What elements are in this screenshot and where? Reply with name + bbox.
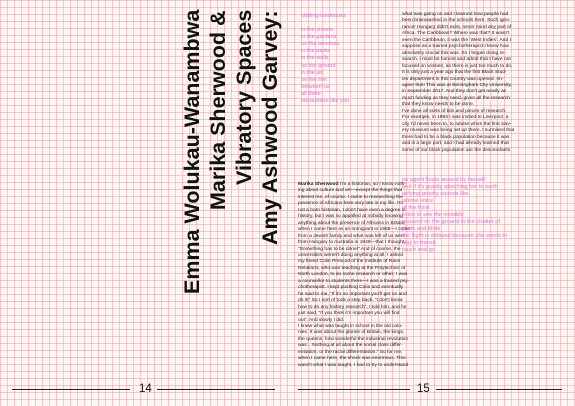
body-line: not a born historian, I don't have even a degree in xyxy=(298,207,406,213)
poem-line: listen to see the invisible xyxy=(402,212,464,219)
body-line: For example, in 1993 I was invited to Liverpool, a xyxy=(402,115,509,121)
body-line: “Something has to be done!” And of course, the xyxy=(298,246,401,252)
body-line: he said to me, “If it's so important you'll get on and xyxy=(298,291,407,297)
poem-line: in the walls xyxy=(301,55,329,62)
body-line: there had to be a black population because it was xyxy=(402,134,510,140)
poem-line: in the air xyxy=(301,69,323,76)
poem-line: whose voice xyxy=(402,198,434,205)
body-line: when I came here, the shock was enormous. This xyxy=(298,356,406,362)
poem-line: pilots and birds xyxy=(402,226,441,233)
poem-line: the flight is delayed because she wants to xyxy=(402,233,508,240)
body-line: rance! Hungary didn't exist, never mind any part of xyxy=(402,24,512,30)
body-line: ery museum was being set up there. I surmised that xyxy=(402,128,515,134)
body-line: just said, “If you think it's important you will find xyxy=(298,311,400,317)
body-line: wasn't what I was taught. I had to try to understand xyxy=(298,362,409,368)
title-line: Emma Wolukau-Wanambwa xyxy=(180,10,204,295)
body-line: interest me, of course. I came to researching the xyxy=(298,194,403,200)
body-line: been brainwashed in the schools here. Such igno- xyxy=(402,18,511,24)
body-line: how to do any history research”, I told him, and he xyxy=(298,304,407,310)
body-line: focused on women, as there is just too much to do. xyxy=(402,63,513,69)
poem-top xyxy=(301,13,406,105)
body-line: universities weren't doing anything at all. I asked xyxy=(298,252,403,258)
body-line: that they know needs to be done. xyxy=(402,102,475,108)
poem-line: in the parks xyxy=(301,48,330,55)
body-line: entiation, or the racial differentiation.” So for me, xyxy=(298,349,403,355)
poem-line: in the streets xyxy=(301,27,334,34)
title-line: Marika Sherwood & xyxy=(206,10,230,210)
poem-line: at the front xyxy=(402,205,430,212)
body-line: what was going on and I learned how people had xyxy=(402,12,509,17)
body-line: absolutely crucial this was. So I began doing re- xyxy=(402,50,506,56)
body-line: It is only just a year ago that the first Black Stud- xyxy=(402,70,507,76)
poem-line: no agent floats around by herself xyxy=(402,177,485,183)
footer-rule-left xyxy=(12,389,130,390)
body-line: much funding as they need, given all the research xyxy=(402,95,510,101)
body-line: I've done all sorts of bits and pieces of research. xyxy=(402,108,507,114)
body-line: my friend Colin Prescod of the Institute of Race xyxy=(298,259,401,265)
body-line: anything about the presence of Africans in Britain, xyxy=(298,220,406,226)
body-line: nies. It was about the glories of Britain, the kings, xyxy=(298,330,405,336)
poem-line: stay in transit xyxy=(402,240,436,247)
body-column-left xyxy=(298,182,410,369)
page-number-right: 15 xyxy=(417,383,430,395)
poem-line: all there xyxy=(301,90,321,97)
poem-line: in the gardens xyxy=(301,34,337,41)
body-line: I knew what was taught in school in the old colo- xyxy=(298,323,403,329)
body-line: ies department in this country was opened. Im- xyxy=(402,76,504,82)
poem-line: shifting landmarks xyxy=(301,13,347,19)
body-line: a counsellor to students there—I was a trained psy- xyxy=(298,278,410,284)
body-line: ing about culture and art—except the things that xyxy=(298,188,403,194)
body-line: even the Caribbean, it was the ‘West Indies’. And I xyxy=(402,37,511,43)
title-line: Vibratory Spaces xyxy=(232,10,256,186)
body-line: Africa. The Caribbean? Where was that? It wasn't xyxy=(402,31,510,37)
body-line: Marika Sherwood I'm a historian, so I know noth- xyxy=(298,182,407,187)
page-number-left: 14 xyxy=(139,383,152,395)
footer-rule-right-right xyxy=(436,389,562,390)
body-line: when I came here as an immigrant in 1965—I come xyxy=(298,227,410,233)
body-line: history, but I was so appalled at nobody knowing xyxy=(298,214,403,220)
body-line: city I'd never been to, to advise when the first slav- xyxy=(402,121,512,127)
body-line: presence of Africans here very late in my life. I'm xyxy=(298,201,404,207)
body-line: the queens, how wonderful the industrial revolution xyxy=(298,336,409,342)
poem-line: touch and go xyxy=(402,247,435,254)
body-line: search. I must be honest and admit that I have not xyxy=(402,57,511,63)
body-line: Relations, who was teaching at the Polytechnic of xyxy=(298,265,406,271)
title-line: Amy Ashwood Garvey: xyxy=(258,10,282,245)
body-line: from a Jewish family and what was left of us went xyxy=(298,233,406,239)
page-gutter xyxy=(287,0,288,406)
footer-rule-right xyxy=(298,389,410,390)
poem-line: on the benches xyxy=(301,41,340,48)
body-line: and is a large port, and I had already learned that xyxy=(402,141,509,147)
body-line: North London, to do some research or other; I was xyxy=(298,272,408,278)
poem-line: between us xyxy=(301,83,330,90)
poem-line: defying gravity sounds like xyxy=(402,191,469,198)
article-title xyxy=(182,10,282,370)
body-line: do it!” So I sort of took a step back. “I don't know xyxy=(298,298,403,304)
body-line: some of our black population are the descendants xyxy=(402,147,511,153)
footer-rule-left-right xyxy=(157,389,275,390)
body-line: from Hungary to Australia in 1948—that I thought, xyxy=(298,240,406,246)
poem-line: encounters like you xyxy=(301,98,350,105)
body-line: suppose as a trained psychotherapist I knew how xyxy=(402,44,509,50)
poem-line: resound on the ground in the chatter of xyxy=(402,219,501,226)
poem-line: on the ground xyxy=(301,62,336,69)
poem-line: and if it's gravity attaching her to earth xyxy=(402,184,498,191)
body-column-right xyxy=(402,12,562,154)
body-line: chotherapist. I kept pushing Colin and eventually xyxy=(298,285,404,291)
body-line: out”. And slowly I did. xyxy=(298,317,345,323)
poem-line: on the line xyxy=(301,76,327,83)
poem-bottom xyxy=(402,177,562,255)
speaker-name: Marika Sherwood xyxy=(298,182,339,187)
body-line: was... Nothing at all about the social class differ- xyxy=(298,343,403,349)
body-line: agine that! This was at Birmingham City University, xyxy=(402,82,512,88)
body-line: in September 2017. And they don't get nearly as xyxy=(402,89,507,95)
